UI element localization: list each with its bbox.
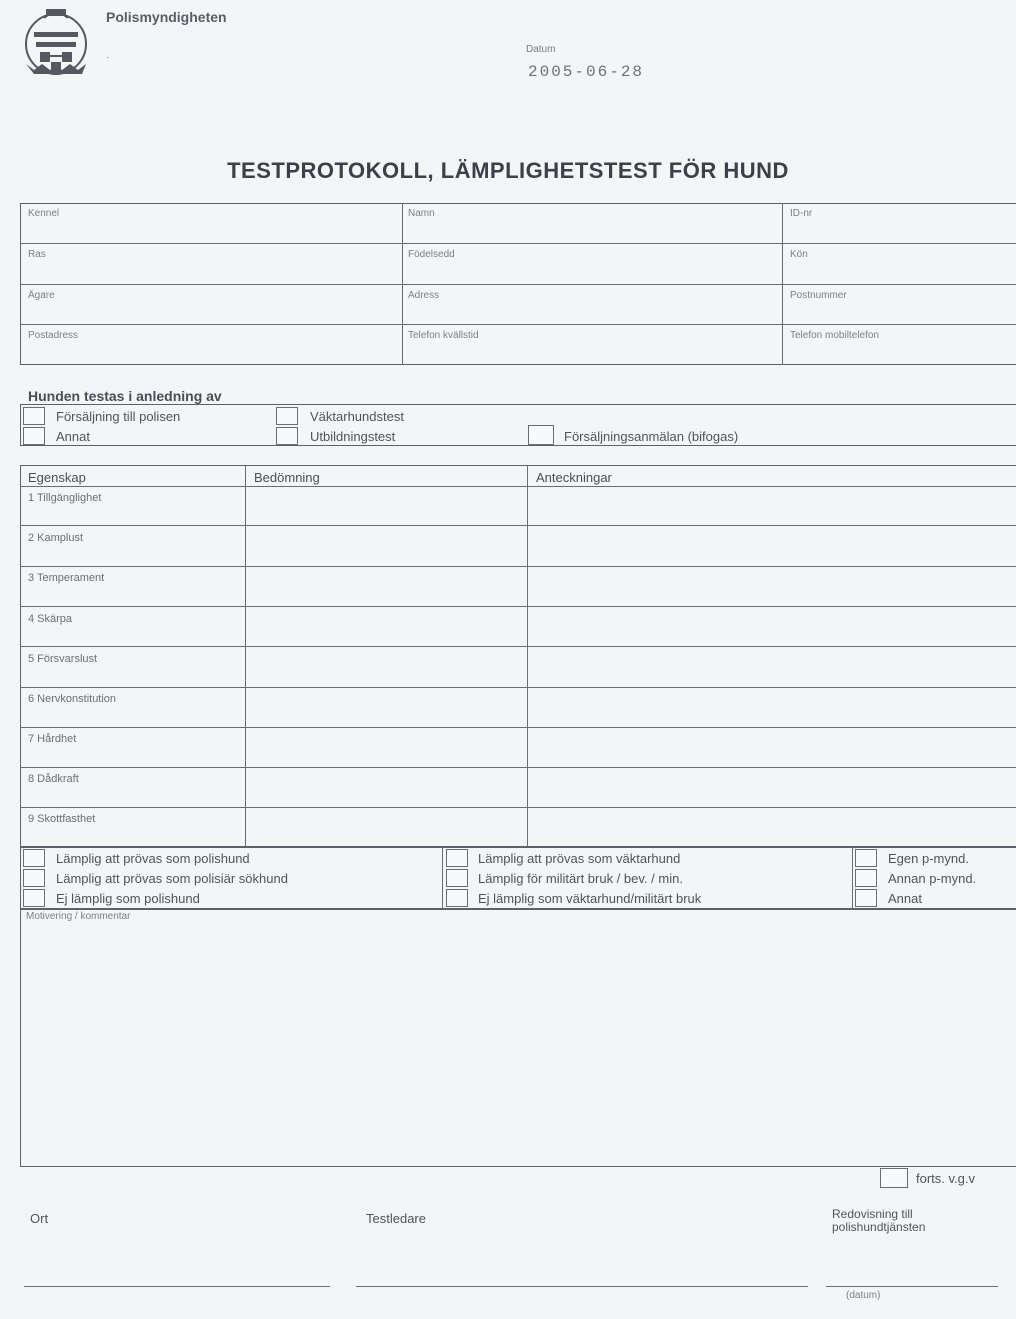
reason-heading: Hunden testas i anledning av [28, 388, 222, 404]
table-row: 3 Temperament [28, 572, 105, 584]
leader-signature-line[interactable] [356, 1286, 808, 1287]
field-birth[interactable]: Födelsedd [408, 249, 455, 260]
checkbox-military[interactable] [446, 869, 468, 887]
form-title: TESTPROTOKOLL, LÄMPLIGHETSTEST FÖR HUND [227, 158, 789, 183]
field-sex[interactable]: Kön [790, 249, 808, 260]
option-training-test: Utbildningstest [310, 429, 396, 444]
report-date-line[interactable] [826, 1286, 998, 1287]
checkbox-guard-dog[interactable] [446, 849, 468, 867]
table-row: 2 Kamplust [28, 532, 84, 544]
field-phone-mobile[interactable]: Telefon mobiltelefon [790, 330, 879, 341]
col-assessment: Bedömning [254, 470, 320, 485]
table-row: 1 Tillgänglighet [28, 492, 102, 504]
verdict-other-authority: Annan p-mynd. [888, 871, 977, 886]
verdict-search-dog: Lämplig att prövas som polisiär sökhund [56, 871, 288, 886]
checkbox-other-authority[interactable] [855, 869, 877, 887]
field-id[interactable]: ID-nr [790, 208, 813, 219]
field-postcode[interactable]: Postnummer [790, 290, 847, 301]
verdict-military: Lämplig för militärt bruk / bev. / min. [478, 871, 683, 886]
continued-label: forts. v.g.v [916, 1171, 975, 1186]
verdict-not-police: Ej lämplig som polishund [56, 891, 200, 906]
table-row: 4 Skärpa [28, 613, 73, 625]
comments-label: Motivering / kommentar [26, 911, 131, 922]
field-name[interactable]: Namn [408, 208, 435, 219]
leader-label: Testledare [366, 1211, 426, 1226]
report-label: Redovisning till polishundtjänsten [832, 1207, 926, 1234]
checkbox-not-guard[interactable] [446, 889, 468, 907]
checkbox-own-authority[interactable] [855, 849, 877, 867]
checkbox-search-dog[interactable] [23, 869, 45, 887]
option-other: Annat [56, 429, 90, 444]
table-row: 6 Nervkonstitution [28, 693, 117, 705]
checkbox-continued[interactable] [880, 1168, 908, 1188]
verdict-not-guard: Ej lämplig som väktarhund/militärt bruk [478, 891, 702, 906]
date-value: 2005-06-28 [528, 63, 645, 81]
checkbox-sale-report[interactable] [528, 425, 554, 445]
col-notes: Anteckningar [536, 470, 612, 485]
police-emblem-icon [20, 4, 92, 86]
table-row: 8 Dådkraft [28, 773, 79, 785]
place-label: Ort [30, 1211, 49, 1226]
org-dot: · [106, 52, 110, 63]
place-signature-line[interactable] [24, 1286, 330, 1287]
comments-area[interactable] [20, 909, 1016, 1167]
assessment-table [20, 465, 1016, 847]
date-label: Datum [526, 44, 556, 55]
option-guard-test: Väktarhundstest [310, 409, 404, 424]
verdict-own-authority: Egen p-mynd. [888, 851, 969, 866]
checkbox-verdict-other[interactable] [855, 889, 877, 907]
checkbox-police-dog[interactable] [23, 849, 45, 867]
checkbox-training-test[interactable] [276, 427, 298, 445]
verdict-other: Annat [888, 891, 922, 906]
field-address[interactable]: Adress [408, 290, 440, 301]
date-hint: (datum) [846, 1290, 881, 1301]
checkbox-not-police[interactable] [23, 889, 45, 907]
field-kennel[interactable]: Kennel [28, 208, 60, 219]
table-row: 7 Hårdhet [28, 733, 77, 745]
verdict-guard-dog: Lämplig att prövas som väktarhund [478, 851, 681, 866]
organization-name: Polismyndigheten [106, 9, 227, 25]
col-property: Egenskap [28, 470, 86, 485]
option-sale-report: Försäljningsanmälan (bifogas) [564, 429, 739, 444]
checkbox-guard-test[interactable] [276, 407, 298, 425]
checkbox-sale-police[interactable] [23, 407, 45, 425]
field-breed[interactable]: Ras [28, 249, 46, 260]
table-row: 5 Försvarslust [28, 653, 98, 665]
verdict-police-dog: Lämplig att prövas som polishund [56, 851, 250, 866]
field-owner[interactable]: Ägare [28, 290, 55, 301]
table-row: 9 Skottfasthet [28, 813, 96, 825]
checkbox-other[interactable] [23, 427, 45, 445]
field-postal-address[interactable]: Postadress [28, 330, 79, 341]
field-phone-evening[interactable]: Telefon kvällstid [408, 330, 479, 341]
option-sale-police: Försäljning till polisen [56, 409, 181, 424]
